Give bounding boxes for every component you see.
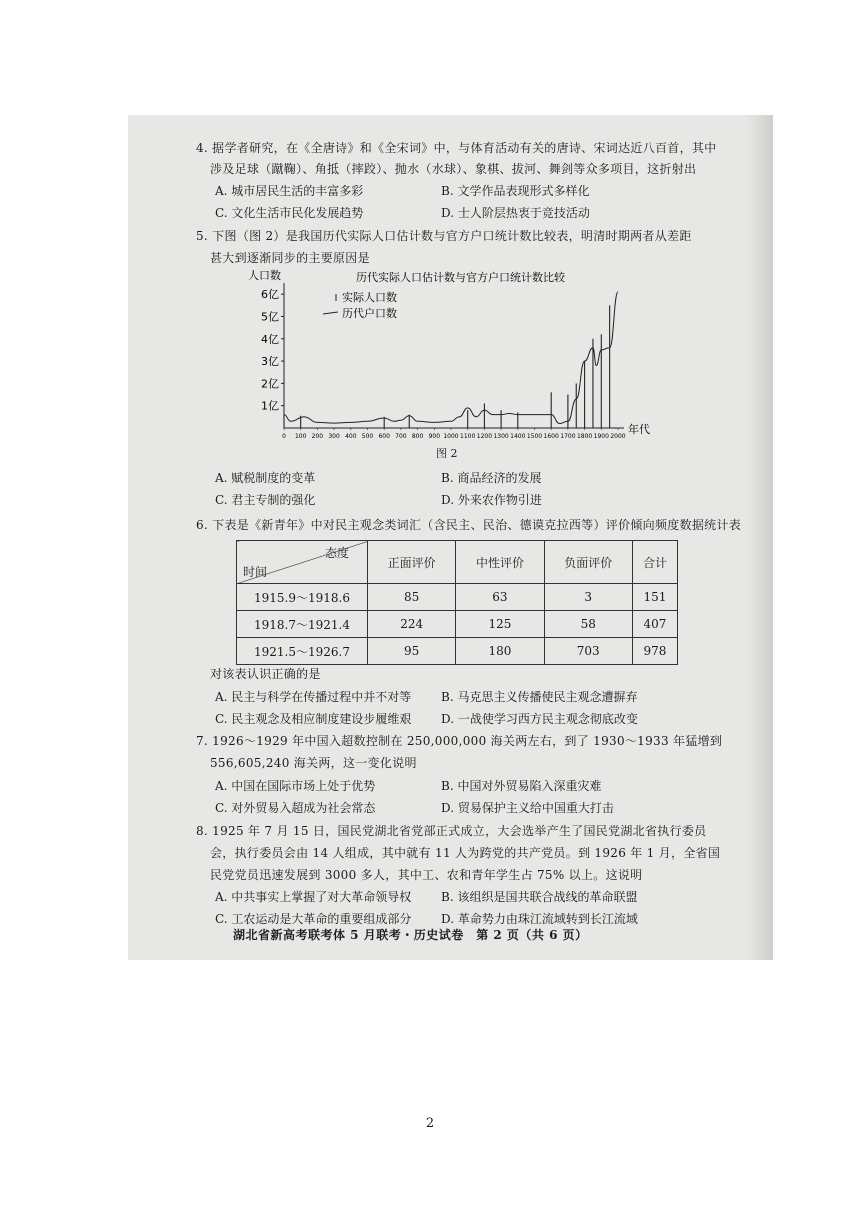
- q8-option-c: C. 工农运动是大革命的重要组成部分: [215, 912, 412, 926]
- q5-option-b: B. 商品经济的发展: [441, 471, 542, 485]
- y-tick-label: 3亿: [261, 355, 279, 369]
- x-tick-label: 1400: [510, 433, 526, 440]
- x-tick-label: 1200: [476, 433, 493, 440]
- corner-attitude-label: 态度: [324, 546, 349, 560]
- y-tick-label: 6亿: [261, 288, 279, 302]
- cell-positive: 85: [368, 584, 456, 611]
- q8-stem-line-3: 民党党员迅速发展到 3000 多人，其中工、农和青年学生占 75% 以上。这说明: [210, 868, 643, 882]
- x-tick-label: 400: [345, 433, 357, 440]
- q4-stem-line-2: 涉及足球（蹴鞠）、角抵（摔跤）、抛水（水球）、象棋、拔河、舞剑等众多项目，这折射出: [210, 162, 697, 176]
- q6-option-d: D. 一战使学习西方民主观念彻底改变: [441, 712, 638, 726]
- cell-positive: 224: [368, 611, 456, 638]
- cell-total: 151: [632, 584, 677, 611]
- page-number: 2: [425, 1116, 435, 1131]
- q7-stem-line-1: 7. 1926～1929 年中国入超数控制在 250,000,000 海关两左右，到了 1930～1933 年猛增到: [196, 734, 723, 748]
- q5-option-a: A. 赋税制度的变革: [215, 471, 316, 485]
- x-tick-label: 1500: [526, 433, 543, 440]
- x-tick-label: 900: [428, 433, 441, 440]
- x-tick-label: 1900: [593, 433, 609, 440]
- cell-neutral: 180: [456, 638, 544, 665]
- row-period: 1915.9～1918.6: [237, 584, 368, 611]
- q6-option-a: A. 民主与科学在传播过程中并不对等: [215, 690, 412, 704]
- header-total: 合计: [632, 541, 677, 584]
- x-tick-label: 600: [378, 433, 390, 440]
- q7-option-b: B. 中国对外贸易陷入深重灾难: [441, 779, 602, 793]
- x-tick-label: 1300: [493, 433, 509, 440]
- q7-option-d: D. 贸易保护主义给中国重大打击: [441, 801, 614, 815]
- table-corner-cell: [237, 541, 368, 584]
- header-neutral: 中性评价: [456, 541, 544, 584]
- cell-negative: 3: [544, 584, 632, 611]
- scanned-exam-page: [128, 115, 773, 960]
- chart-title: 历代实际人口估计数与官方户口统计数比较: [356, 271, 565, 284]
- y-tick-label: 1亿: [261, 399, 279, 413]
- q6-option-b: B. 马克思主义传播使民主观念遭摒弃: [441, 690, 638, 704]
- row-period: 1921.5～1926.7: [237, 638, 368, 665]
- x-tick-label: 1600: [543, 433, 559, 440]
- q6-prompt: 对该表认识正确的是: [210, 667, 321, 681]
- x-tick-label: 0: [282, 433, 286, 440]
- q4-option-b: B. 文学作品表现形式多样化: [441, 184, 590, 198]
- population-chart: [246, 265, 686, 440]
- q4-option-a: A. 城市居民生活的丰富多彩: [215, 184, 364, 198]
- q4-stem-line-1: 4. 据学者研究，在《全唐诗》和《全宋词》中，与体育活动有关的唐诗、宋词达近八百首，其中: [196, 141, 717, 155]
- y-tick-label: 4亿: [261, 332, 279, 346]
- chart-xlabel: 年代: [628, 423, 650, 436]
- header-positive: 正面评价: [368, 541, 456, 584]
- q8-option-a: A. 中共事实上掌握了对大革命领导权: [215, 890, 412, 904]
- legend-registered-population: 历代户口数: [342, 307, 397, 320]
- table-row: [237, 638, 678, 665]
- q6-stem: 6. 下表是《新青年》中对民主观念类词汇（含民主、民治、德谟克拉西等）评价倾向频度数据统计表: [196, 518, 742, 532]
- q7-option-c: C. 对外贸易入超成为社会常态: [215, 801, 376, 815]
- x-tick-label: 700: [395, 433, 407, 440]
- row-period: 1918.7～1921.4: [237, 611, 368, 638]
- x-tick-label: 300: [328, 433, 340, 440]
- cell-neutral: 125: [456, 611, 544, 638]
- header-negative: 负面评价: [544, 541, 632, 584]
- y-tick-label: 5亿: [261, 310, 279, 324]
- x-tick-label: 100: [294, 433, 307, 440]
- q7-option-a: A. 中国在国际市场上处于优势: [215, 779, 376, 793]
- cell-neutral: 63: [456, 584, 544, 611]
- x-tick-label: 2000: [610, 433, 626, 440]
- x-tick-label: 1800: [576, 433, 593, 440]
- scan-shadow: [745, 115, 773, 960]
- exam-footer: 湖北省新高考联考体 5 月联考・历史试卷 第 2 页（共 6 页）: [233, 928, 588, 942]
- attitude-frequency-table: [236, 540, 678, 665]
- x-tick-label: 800: [411, 433, 424, 440]
- legend-marker-registered: [323, 312, 338, 314]
- q8-stem-line-2: 会，执行委员会由 14 人组成，其中就有 11 人为跨党的共产党员。到 1926 年 1 月，全省国: [210, 846, 721, 860]
- chart-ylabel: 人口数: [248, 269, 281, 282]
- cell-total: 407: [632, 611, 677, 638]
- x-tick-label: 1000: [443, 433, 459, 440]
- cell-negative: 703: [544, 638, 632, 665]
- q7-stem-line-2: 556,605,240 海关两，这一变化说明: [210, 756, 417, 770]
- x-tick-label: 1100: [460, 433, 476, 440]
- x-tick-label: 200: [311, 433, 324, 440]
- q5-stem-line-1: 5. 下图（图 2）是我国历代实际人口估计数与官方户口统计数比较表，明清时期两者从差距: [196, 229, 692, 243]
- figure-caption: 图 2: [436, 447, 458, 460]
- table-row: [237, 611, 678, 638]
- q6-option-c: C. 民主观念及相应制度建设步履维艰: [215, 712, 412, 726]
- q4-option-c: C. 文化生活市民化发展趋势: [215, 206, 364, 220]
- cell-total: 978: [632, 638, 677, 665]
- q5-option-c: C. 君主专制的强化: [215, 493, 316, 507]
- x-tick-label: 1700: [560, 433, 576, 440]
- q8-option-b: B. 该组织是国共联合战线的革命联盟: [441, 890, 638, 904]
- q4-option-d: D. 士人阶层热衷于竞技活动: [441, 206, 590, 220]
- cell-negative: 58: [544, 611, 632, 638]
- cell-positive: 95: [368, 638, 456, 665]
- q8-stem-line-1: 8. 1925 年 7 月 15 日，国民党湖北省党部正式成立，大会选举产生了国民党湖北省执行委员: [196, 824, 707, 838]
- corner-time-label: 时间: [243, 565, 268, 579]
- q8-option-d: D. 革命势力由珠江流域转到长江流域: [441, 912, 638, 926]
- y-tick-label: 2亿: [261, 377, 279, 391]
- q5-option-d: D. 外来农作物引进: [441, 493, 542, 507]
- x-tick-label: 500: [361, 433, 374, 440]
- table-header-row: [237, 541, 678, 584]
- q5-stem-line-2: 甚大到逐渐同步的主要原因是: [210, 251, 370, 265]
- table-row: [237, 584, 678, 611]
- legend-actual-population: 实际人口数: [342, 291, 397, 304]
